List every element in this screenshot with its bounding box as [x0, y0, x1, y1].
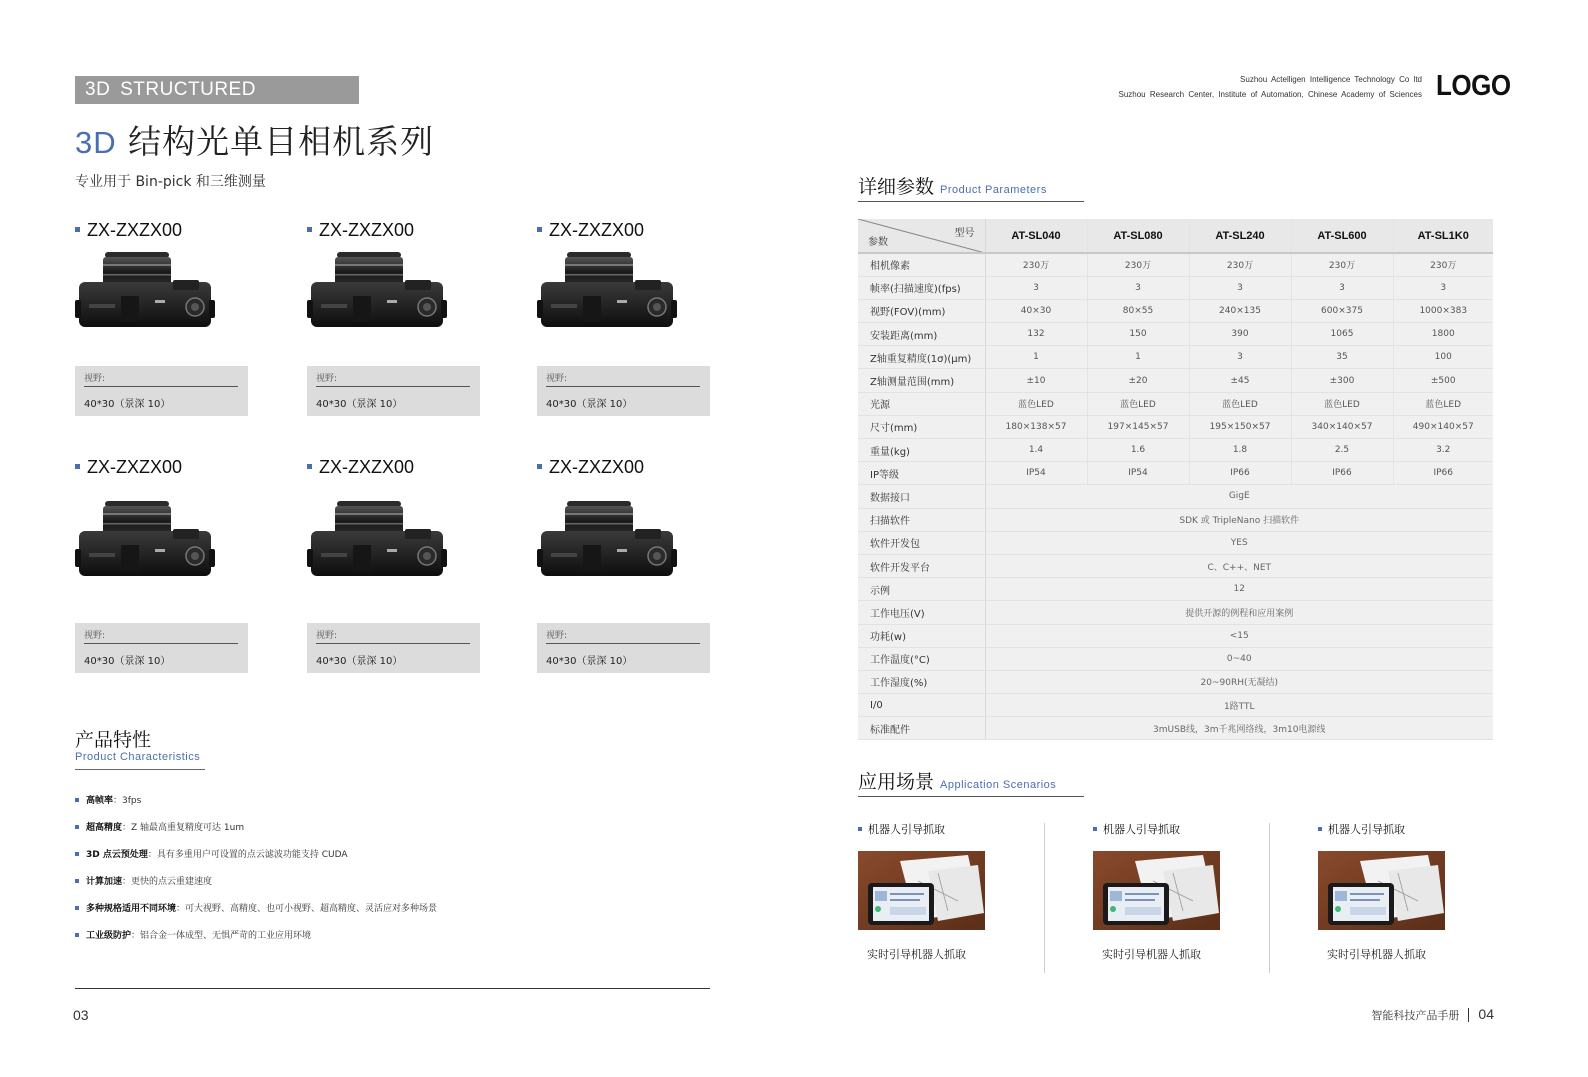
table-row [858, 578, 1493, 601]
list-item [75, 928, 437, 955]
model-name: ZX-ZXZX00 [319, 457, 415, 477]
spec-label: 视野: [84, 631, 106, 641]
table-cell: 3.2 [1393, 439, 1493, 462]
row-label: 帧率(扫描速度)(fps) [858, 276, 985, 299]
table-cell: 3 [1291, 276, 1393, 299]
table-row [858, 531, 1493, 554]
feature-key: 计算加速 [86, 877, 123, 887]
row-label: 软件开发平台 [858, 554, 985, 577]
params-title-text: 详细参数 [858, 176, 935, 198]
table-row [858, 647, 1493, 670]
page-number-left: 03 [73, 1007, 89, 1023]
features-list [75, 793, 437, 955]
footer-text: 智能科技产品手册 [1371, 1009, 1460, 1022]
feature-text: ：铝合金一体成型、无惧严苛的工业应用环境 [131, 931, 312, 941]
spec-box [537, 623, 710, 673]
row-label: 软件开发包 [858, 531, 985, 554]
row-label: 扫描软件 [858, 508, 985, 531]
scenario-title-text: 机器人引导抓取 [1328, 823, 1405, 836]
column-header: AT-SL600 [1291, 219, 1393, 253]
table-cell: 80×55 [1087, 299, 1189, 322]
table-row [858, 624, 1493, 647]
scenario-image [1093, 851, 1220, 930]
table-row [858, 485, 1493, 508]
divider [546, 643, 700, 644]
table-row [858, 601, 1493, 624]
model-title [537, 457, 644, 478]
section-banner: 3D STRUCTURED CAMERAS [75, 76, 359, 104]
params-table [858, 219, 1493, 740]
table-row [858, 439, 1493, 462]
divider [316, 643, 470, 644]
table-cell: 蓝色LED [1087, 392, 1189, 415]
scenarios-title-text: 应用场景 [858, 771, 935, 793]
page-subtitle: 专业用于 Bin-pick 和三维测量 [75, 174, 266, 190]
bullet-square-icon [75, 879, 79, 883]
table-cell: SDK 或 TripleNano 扫描软件 [985, 508, 1493, 531]
table-row [858, 717, 1493, 740]
spec-value: 40*30（景深 10） [316, 399, 403, 410]
scenario-card-1 [858, 821, 1033, 981]
column-header: AT-SL040 [985, 219, 1087, 253]
camera-image [75, 250, 217, 340]
feature-key: 高帧率 [86, 796, 114, 806]
table-cell: 提供开源的例程和应用案例 [985, 601, 1493, 624]
spec-label: 视野: [84, 374, 106, 384]
divider [84, 643, 238, 644]
table-cell: YES [985, 531, 1493, 554]
table-cell: 3mUSB线，3m千兆网络线，3m10电源线 [985, 717, 1493, 740]
table-cell: 1000×383 [1393, 299, 1493, 322]
bullet-square-icon [75, 852, 79, 856]
spec-box [537, 366, 710, 416]
table-cell: 1.4 [985, 439, 1087, 462]
table-cell: ±500 [1393, 369, 1493, 392]
table-cell: IP66 [1189, 462, 1291, 485]
model-title [537, 220, 644, 241]
table-cell: 180×138×57 [985, 415, 1087, 438]
bullet-square-icon [75, 933, 79, 937]
spec-box [307, 366, 480, 416]
table-cell: <15 [985, 624, 1493, 647]
scenario-card-2 [1093, 821, 1268, 981]
feature-text: ：Z 轴最高重复精度可达 1um [122, 823, 245, 833]
company-name: Suzhou Actelligen Intelligence Technology Co ltd [1240, 75, 1422, 84]
divider [84, 386, 238, 387]
column-header: AT-SL1K0 [1393, 219, 1493, 253]
scenario-image [1318, 851, 1445, 930]
table-cell: 蓝色LED [1291, 392, 1393, 415]
row-label: 工作电压(V) [858, 601, 985, 624]
spec-box [307, 623, 480, 673]
row-label: 重量(kg) [858, 439, 985, 462]
footer-divider [75, 988, 710, 989]
bullet-square-icon [537, 464, 542, 469]
model-name: ZX-ZXZX00 [87, 220, 183, 240]
table-cell: 蓝色LED [1393, 392, 1493, 415]
params-underline [858, 201, 1084, 202]
table-cell: IP66 [1291, 462, 1393, 485]
corner-bottom-label: 参数 [868, 237, 888, 248]
spec-label: 视野: [316, 631, 338, 641]
model-card-3 [537, 220, 711, 436]
params-subtitle: Product Parameters [940, 184, 1047, 196]
table-cell: 2.5 [1291, 439, 1393, 462]
company-info [1119, 72, 1423, 102]
bullet-square-icon [858, 827, 862, 831]
spec-value: 40*30（景深 10） [84, 399, 171, 410]
table-cell: ±20 [1087, 369, 1189, 392]
table-cell: IP54 [985, 462, 1087, 485]
row-label: 数据接口 [858, 485, 985, 508]
bullet-square-icon [75, 464, 80, 469]
feature-key: 3D 点云预处理 [86, 850, 148, 860]
model-card-2 [307, 220, 481, 436]
features-subtitle: Product Characteristics [75, 751, 201, 763]
table-row [858, 670, 1493, 693]
table-cell: 230万 [1393, 253, 1493, 276]
title-accent: 3D [75, 125, 117, 160]
table-cell: 197×145×57 [1087, 415, 1189, 438]
row-label: 标准配件 [858, 717, 985, 740]
table-row [858, 369, 1493, 392]
title-text: 结构光单目相机系列 [128, 122, 435, 161]
feature-text: ：具有多重用户可设置的点云滤波功能支持 CUDA [147, 850, 348, 860]
column-divider [1044, 823, 1045, 973]
table-cell: 1800 [1393, 323, 1493, 346]
table-row [858, 276, 1493, 299]
table-cell: 20~90RH(无凝结) [985, 670, 1493, 693]
list-item [75, 820, 437, 847]
page-number-right: 04 [1478, 1006, 1494, 1022]
spec-value: 40*30（景深 10） [546, 656, 633, 667]
table-cell: 390 [1189, 323, 1291, 346]
table-cell: GigE [985, 485, 1493, 508]
table-cell: 3 [1189, 276, 1291, 299]
scenarios-title [858, 767, 1056, 794]
feature-text: ：更快的点云重建速度 [122, 877, 213, 887]
table-cell: 3 [1393, 276, 1493, 299]
scenario-title [858, 821, 945, 837]
bullet-square-icon [75, 906, 79, 910]
table-row [858, 392, 1493, 415]
table-cell: 3 [1189, 346, 1291, 369]
table-cell: 蓝色LED [1189, 392, 1291, 415]
row-label: 工作湿度(%) [858, 670, 985, 693]
table-cell: 100 [1393, 346, 1493, 369]
row-label: 工作温度(°C) [858, 647, 985, 670]
row-label: 安装距离(mm) [858, 323, 985, 346]
feature-key: 工业级防护 [86, 931, 132, 941]
feature-text: ：可大视野、高精度、也可小视野、超高精度、灵活应对多种场景 [176, 904, 438, 914]
camera-image [75, 499, 217, 589]
bullet-square-icon [75, 798, 79, 802]
table-row [858, 694, 1493, 717]
divider [316, 386, 470, 387]
spec-label: 视野: [316, 374, 338, 384]
model-card-1 [75, 220, 249, 436]
table-cell: 230万 [1189, 253, 1291, 276]
scenario-card-3 [1318, 821, 1493, 981]
table-cell: 1.8 [1189, 439, 1291, 462]
params-title [858, 172, 1047, 199]
bullet-square-icon [1318, 827, 1322, 831]
scenario-caption: 实时引导机器人抓取 [867, 948, 966, 961]
model-title [75, 457, 182, 478]
divider [546, 386, 700, 387]
table-cell: 0~40 [985, 647, 1493, 670]
table-cell: 蓝色LED [985, 392, 1087, 415]
research-center: Suzhou Research Center, Institute of Automation, Chinese Academy of Sciences [1118, 90, 1422, 99]
table-cell: ±45 [1189, 369, 1291, 392]
table-cell: 1路TTL [985, 694, 1493, 717]
model-name: ZX-ZXZX00 [549, 457, 645, 477]
scenario-title [1318, 821, 1405, 837]
row-label: 视野(FOV)(mm) [858, 299, 985, 322]
camera-image [307, 499, 449, 589]
footer-right [1371, 1006, 1494, 1023]
table-cell: ±300 [1291, 369, 1393, 392]
scenario-title-text: 机器人引导抓取 [1103, 823, 1180, 836]
table-row [858, 299, 1493, 322]
model-title [307, 457, 414, 478]
row-label: 尺寸(mm) [858, 415, 985, 438]
spec-value: 40*30（景深 10） [316, 656, 403, 667]
model-title [75, 220, 182, 241]
camera-image [537, 499, 679, 589]
table-cell: 230万 [1087, 253, 1189, 276]
spec-label: 视野: [546, 631, 568, 641]
table-cell: C、C++、NET [985, 554, 1493, 577]
spec-label: 视野: [546, 374, 568, 384]
spec-value: 40*30（景深 10） [546, 399, 633, 410]
table-row [858, 346, 1493, 369]
scenarios-subtitle: Application Scenarios [940, 779, 1057, 791]
row-label: 相机像素 [858, 253, 985, 276]
model-name: ZX-ZXZX00 [319, 220, 415, 240]
model-card-6 [537, 457, 711, 673]
scenario-title [1093, 821, 1180, 837]
row-label: IP等级 [858, 462, 985, 485]
scenarios-underline [858, 796, 1084, 797]
row-label: I/0 [858, 694, 985, 717]
model-card-4 [75, 457, 249, 673]
table-row [858, 554, 1493, 577]
list-item [75, 847, 437, 874]
list-item [75, 793, 437, 820]
spec-value: 40*30（景深 10） [84, 656, 171, 667]
table-cell: ±10 [985, 369, 1087, 392]
table-cell: 240×135 [1189, 299, 1291, 322]
model-name: ZX-ZXZX00 [87, 457, 183, 477]
page-title [75, 116, 434, 163]
bullet-square-icon [307, 227, 312, 232]
spec-box [75, 366, 248, 416]
table-cell: 230万 [985, 253, 1087, 276]
table-cell: 35 [1291, 346, 1393, 369]
table-cell: 1.6 [1087, 439, 1189, 462]
table-cell: 12 [985, 578, 1493, 601]
table-cell: 150 [1087, 323, 1189, 346]
bullet-square-icon [307, 464, 312, 469]
table-cell: 1 [985, 346, 1087, 369]
table-cell: IP54 [1087, 462, 1189, 485]
row-label: Z轴测量范围(mm) [858, 369, 985, 392]
bullet-square-icon [75, 825, 79, 829]
column-header: AT-SL080 [1087, 219, 1189, 253]
params-table-container [858, 219, 1493, 740]
scenario-title-text: 机器人引导抓取 [868, 823, 945, 836]
footer-separator [1468, 1008, 1469, 1022]
corner-cell [858, 219, 985, 253]
column-divider [1269, 823, 1270, 973]
table-row [858, 508, 1493, 531]
feature-text: ：3fps [113, 796, 142, 806]
table-cell: 340×140×57 [1291, 415, 1393, 438]
model-card-5 [307, 457, 481, 673]
row-label: Z轴重复精度(1σ)(μm) [858, 346, 985, 369]
feature-key: 超高精度 [86, 823, 123, 833]
row-label: 光源 [858, 392, 985, 415]
table-cell: 40×30 [985, 299, 1087, 322]
spec-box [75, 623, 248, 673]
column-header: AT-SL240 [1189, 219, 1291, 253]
logo: LOGO [1436, 68, 1511, 102]
table-cell: 600×375 [1291, 299, 1393, 322]
table-cell: IP66 [1393, 462, 1493, 485]
table-cell: 132 [985, 323, 1087, 346]
table-row [858, 323, 1493, 346]
table-cell: 1065 [1291, 323, 1393, 346]
camera-image [537, 250, 679, 340]
list-item [75, 874, 437, 901]
model-name: ZX-ZXZX00 [549, 220, 645, 240]
table-cell: 3 [985, 276, 1087, 299]
table-header-row [858, 219, 1493, 253]
scenario-image [858, 851, 985, 930]
camera-image [307, 250, 449, 340]
list-item [75, 901, 437, 928]
table-row [858, 253, 1493, 276]
table-cell: 195×150×57 [1189, 415, 1291, 438]
features-underline [75, 769, 205, 770]
scenario-caption: 实时引导机器人抓取 [1327, 948, 1426, 961]
table-cell: 3 [1087, 276, 1189, 299]
bullet-square-icon [75, 227, 80, 232]
table-row [858, 462, 1493, 485]
row-label: 功耗(w) [858, 624, 985, 647]
features-title: 产品特性 [75, 729, 152, 751]
scenario-caption: 实时引导机器人抓取 [1102, 948, 1201, 961]
table-row [858, 415, 1493, 438]
table-cell: 230万 [1291, 253, 1393, 276]
row-label: 示例 [858, 578, 985, 601]
feature-key: 多种规格适用不同环境 [86, 904, 177, 914]
model-title [307, 220, 414, 241]
bullet-square-icon [1093, 827, 1097, 831]
table-cell: 1 [1087, 346, 1189, 369]
bullet-square-icon [537, 227, 542, 232]
corner-top-label: 型号 [954, 228, 975, 239]
table-cell: 490×140×57 [1393, 415, 1493, 438]
